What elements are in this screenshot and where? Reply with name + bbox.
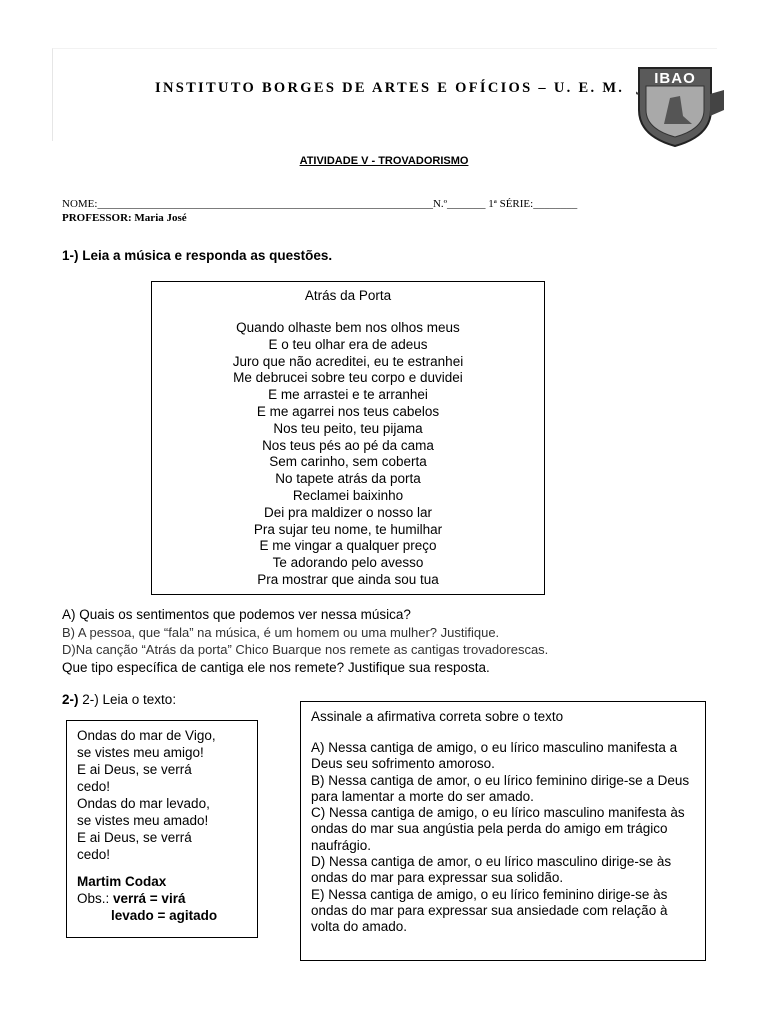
question-1-item-a: A) Quais os sentimentos que podemos ver nessa música? <box>62 607 411 622</box>
song-line: Pra sujar teu nome, te humilhar <box>253 521 443 537</box>
professor-line: PROFESSOR: Maria José <box>62 212 187 224</box>
song-box <box>151 281 545 595</box>
song-lyrics <box>152 320 544 589</box>
song-title: Atrás da Porta <box>304 288 392 303</box>
question-1-item-d <box>62 642 548 657</box>
question-2-text: 2-) Leia o texto: <box>82 692 177 707</box>
song-line: Nos teus pés ao pé da cama <box>262 437 434 453</box>
song-line: E o teu olhar era de adeus <box>268 336 428 352</box>
poem-line: E ai Deus, se verrá <box>77 762 192 777</box>
poem-spacer <box>77 863 217 873</box>
question-2-number: 2-) <box>62 692 79 707</box>
poem-line: E ai Deus, se verrá <box>77 830 192 845</box>
options-prompt: Assinale a afirmativa correta sobre o texto <box>311 709 564 724</box>
institute-name: INSTITUTO BORGES DE ARTES E OFÍCIOS – U. E. M. <box>155 80 625 96</box>
poem-line: se vistes meu amado! <box>77 813 209 828</box>
option-e: E) Nessa cantiga de amigo, o eu lírico feminino dirige-se às ondas do mar para expressar sua ansiedade com relação à volta do amado. <box>311 886 668 935</box>
obs-label: Obs.: <box>77 891 114 906</box>
obs-verra: verrá = virá <box>113 891 186 906</box>
option-a: A) Nessa cantiga de amigo, o eu lírico masculino manifesta a Deus seu sofrimento amoroso. <box>311 740 678 772</box>
obs-levado: levado = agitado <box>111 908 218 923</box>
item-d-intro: D)Na canção “Atrás da porta” Chico Buarque nos remete as cantigas trovadorescas. <box>62 642 549 657</box>
name-field-line: NOME:_____________________________________________________________N.º_______ 1ª SÉRIE:________ <box>62 198 578 210</box>
song-line: Dei pra maldizer o nosso lar <box>263 504 433 520</box>
question-1-item-d-cont: Que tipo específica de cantiga ele nos remete? Justifique sua resposta. <box>62 660 490 675</box>
poem-line: Ondas do mar levado, <box>77 796 210 811</box>
question-1-item-b: B) A pessoa, que “fala” na música, é um homem ou uma mulher? Justifique. <box>62 625 500 640</box>
song-line: Sem carinho, sem coberta <box>269 454 427 470</box>
option-c: C) Nessa cantiga de amigo, o eu lírico masculino manifesta às ondas do mar sua angústia pela perda do amigo em trágico naufrágio. <box>311 805 685 853</box>
song-line: Quando olhaste bem nos olhos meus <box>236 320 460 335</box>
question-1-heading: 1-) Leia a música e responda as questões. <box>62 248 333 263</box>
song-line: Me debrucei sobre teu corpo e duvidei <box>233 370 463 386</box>
question-2-heading <box>62 692 176 707</box>
poem-line: cedo! <box>77 779 111 794</box>
song-line: Juro que não acreditei, eu te estranhei <box>232 353 464 369</box>
song-line: E me agarrei nos teus cabelos <box>256 403 440 419</box>
poem-obs-1 <box>77 890 217 907</box>
song-line: Nos teu peito, teu pijama <box>273 420 423 436</box>
poem-box <box>66 720 258 938</box>
poem-text <box>77 727 217 924</box>
options-box <box>300 701 706 961</box>
options-list <box>311 740 695 936</box>
poem-author: Martim Codax <box>77 874 167 889</box>
poem-line: cedo! <box>77 847 111 862</box>
song-line: E me vingar a qualquer preço <box>259 538 437 554</box>
institute-logo <box>636 66 726 148</box>
song-line: E me arrastei e te arranhei <box>268 387 428 403</box>
logo-text: IBAO <box>654 70 696 87</box>
option-b: B) Nessa cantiga de amor, o eu lírico feminino dirige-se a Deus para lamentar a morte do ser amado. <box>311 772 690 804</box>
poem-obs-2 <box>77 907 217 924</box>
song-line: Pra mostrar que ainda sou tua <box>257 571 439 587</box>
option-d: D) Nessa cantiga de amor, o eu lírico masculino dirige-se às ondas do mar para expressar sua solidão. <box>311 854 672 886</box>
activity-title: ATIVIDADE V - TROVADORISMO <box>299 155 469 167</box>
song-line: Te adorando pelo avesso <box>272 555 424 571</box>
poem-line: Ondas do mar de Vigo, <box>77 728 216 743</box>
song-line: No tapete atrás da porta <box>275 471 421 487</box>
song-line: Reclamei baixinho <box>292 487 404 503</box>
poem-line: se vistes meu amigo! <box>77 745 204 760</box>
